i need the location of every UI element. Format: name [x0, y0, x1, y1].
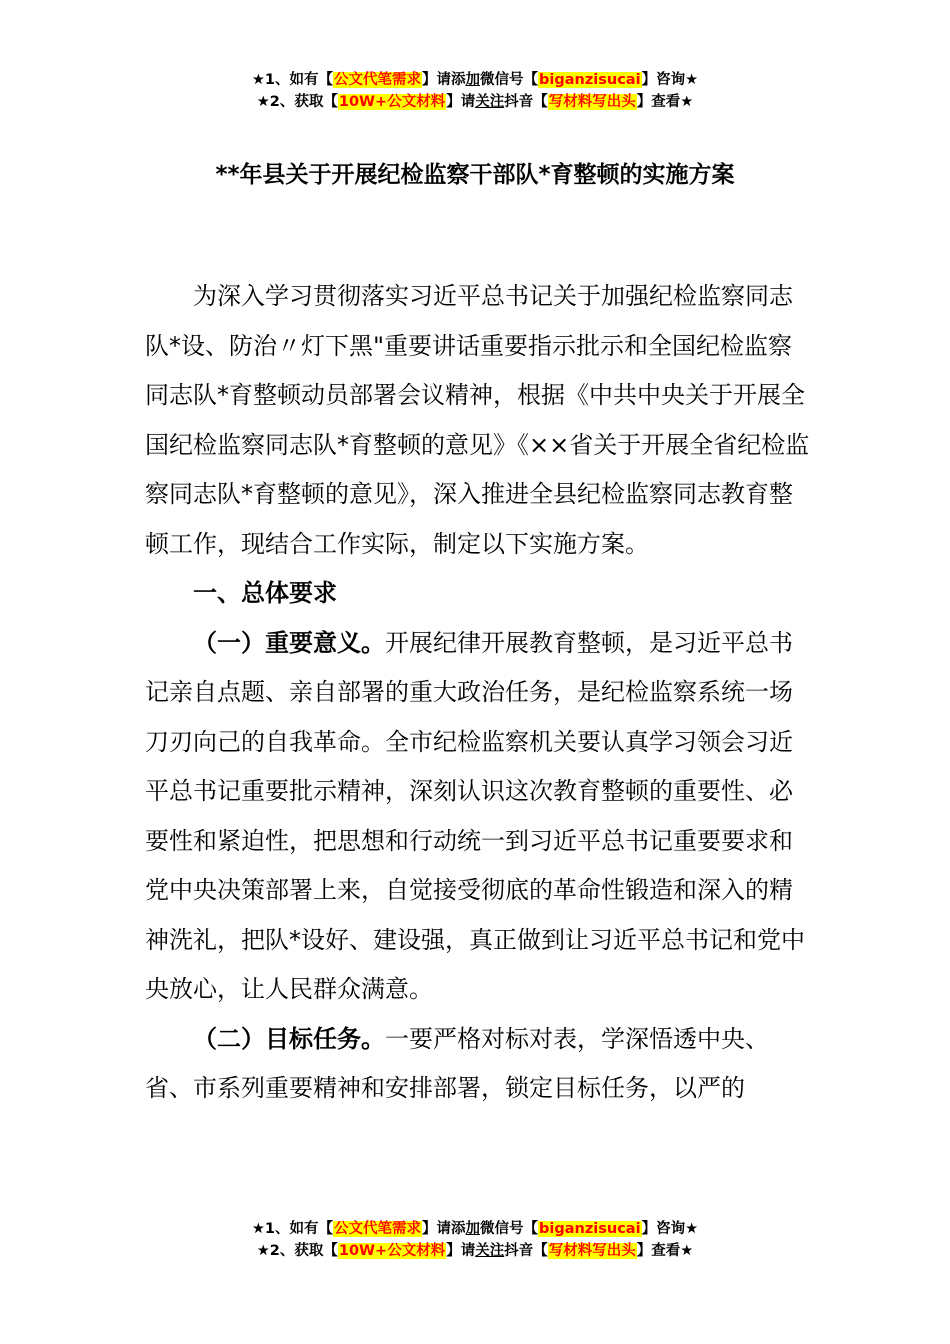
promo-underline: 关注 [475, 1243, 505, 1259]
promo-highlight: 10W+公文材料 [338, 1243, 446, 1259]
promo-line-1 [0, 69, 950, 91]
promo-highlight: 写材料写出头 [548, 94, 636, 110]
promo-text: 】查看★ [636, 1243, 694, 1259]
promo-underline: 关注 [475, 94, 505, 110]
promo-text: 抖音【 [504, 1243, 548, 1259]
promo-underline: 加 [465, 1221, 481, 1237]
promo-text: 】请添 [422, 72, 466, 88]
promo-text: 】查看★ [636, 94, 694, 110]
promo-banner-bottom [0, 1218, 950, 1262]
paragraph-text: 开展纪律开展教育整顿，是习近平总书记亲自点题、亲自部署的重大政治任务，是纪检监察系统一场刀刃向己的自我革命。全市纪检监察机关要认真学习领会习近平总书记重要批示精神，深刻认识这次教育整顿的重要性、必要性和紧迫性，把思想和行动统一到习近平总书记重要要求和党中央决策部署上来，自觉接受彻底的革命性锻造和深入的精神洗礼，把队*设好、建设强，真正做到让习近平总书记和党中央放心，让人民群众满意。 [145, 628, 805, 1003]
promo-highlight: 公文代笔需求 [334, 72, 422, 88]
promo-line-1 [0, 1218, 950, 1240]
promo-banner-top [0, 69, 950, 113]
paragraph-lead: （二）目标任务。 [193, 1024, 385, 1053]
promo-text: 微信号【 [480, 72, 539, 88]
promo-text: ★2、获取【 [256, 1243, 338, 1259]
promo-text: 】咨询★ [641, 1221, 699, 1237]
promo-text: 】请添 [422, 1221, 466, 1237]
promo-text: 】咨询★ [641, 72, 699, 88]
paragraph-significance [145, 619, 815, 1015]
promo-highlight: biganzisucai [539, 72, 641, 88]
document-title: **年县关于开展纪检监察干部队*育整顿的实施方案 [215, 162, 735, 188]
intro-paragraph: 为深入学习贯彻落实习近平总书记关于加强纪检监察同志队*设、防治〃灯下黑"重要讲话重要指示批示和全国纪检监察同志队*育整顿动员部署会议精神，根据《中共中央关于开展全国纪检监察同志队*育整顿的意见》《××省关于开展全省纪检监察同志队*育整顿的意见》，深入推进全县纪检监察同志教育整顿工作，现结合工作实际，制定以下实施方案。 [145, 282, 810, 558]
promo-highlight: 10W+公文材料 [338, 94, 446, 110]
section-heading: 一、总体要求 [193, 579, 337, 607]
document-body [145, 272, 815, 1114]
paragraph-text: 一要严格对标对表，学深悟透中央、省、市系列重要精神和安排部署，锁定目标任务，以严的 [145, 1024, 769, 1102]
promo-line-2 [0, 1240, 950, 1262]
promo-highlight: 公文代笔需求 [334, 1221, 422, 1237]
promo-underline: 加 [465, 72, 481, 88]
paragraph-lead: （一）重要意义。 [193, 628, 385, 657]
promo-text: 】请 [446, 1243, 476, 1259]
promo-highlight: biganzisucai [539, 1221, 641, 1237]
paragraph-objectives [145, 1015, 815, 1114]
promo-text: ★1、如有【 [251, 72, 334, 88]
promo-text: ★2、获取【 [256, 94, 338, 110]
promo-text: ★1、如有【 [251, 1221, 334, 1237]
promo-line-2 [0, 91, 950, 113]
promo-text: 微信号【 [480, 1221, 539, 1237]
promo-text: 】请 [446, 94, 476, 110]
promo-text: 抖音【 [504, 94, 548, 110]
promo-highlight: 写材料写出头 [548, 1243, 636, 1259]
